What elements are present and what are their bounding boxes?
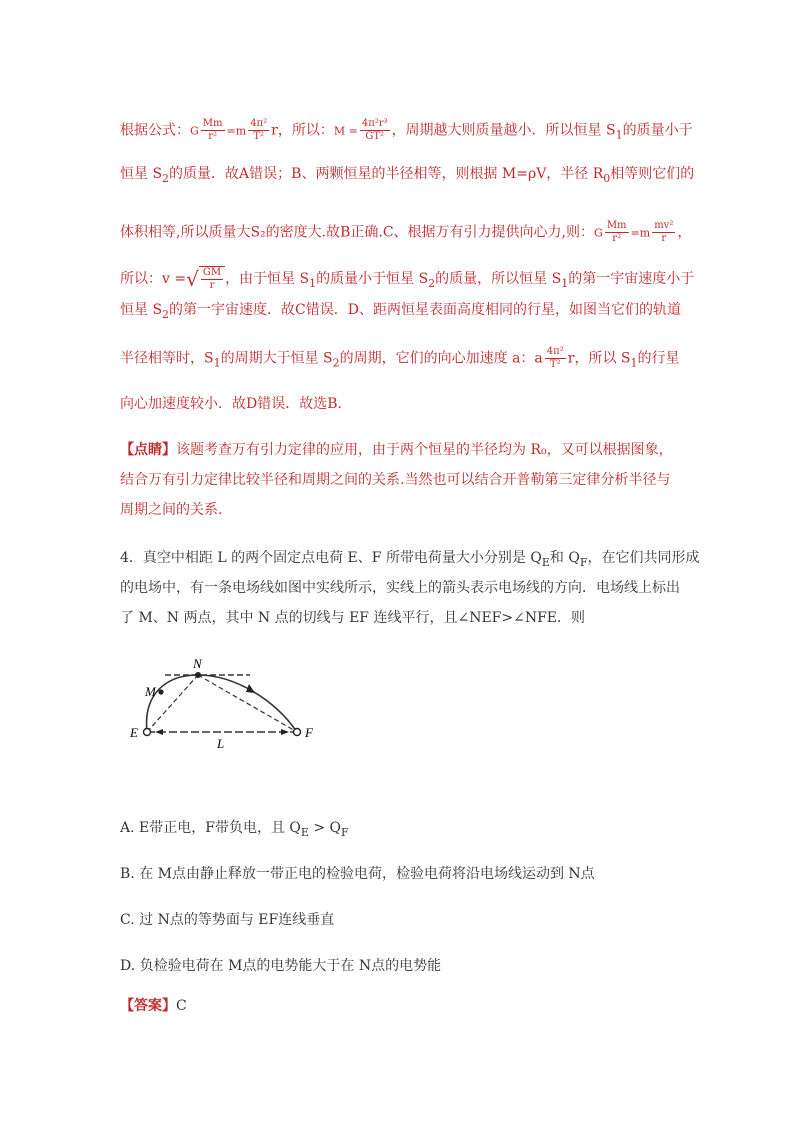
solution-line-1: 根据公式：G $\frac{Mm}{\text{r²}}$ =m $\frac{\text{4π²}}{\text{T²}}$ r，所以：M = $\frac{\text{4π²r³}}{\text{GT²}}$ ，周期越大则质量越小．所以恒星 $S_1$的质量小于 <box>120 118 693 142</box>
solution-line-4: 所以：v =√ $\frac{GM}{r}$ ，由于恒星 $S_1$的质量小于恒星 $S_2$的质量，所以恒星 $S_1$的第一宇宙速度小于 <box>120 267 695 291</box>
option-b: B. 在 M点由静止释放一带正电的检验电荷，检验电荷将沿电场线运动到 N点 <box>120 866 595 882</box>
solution-line-2: 恒星 $S_2$的质量．故A错误；B、两颗恒星的半径相等，则根据 M=ρV，半径 $R_0$相等则它们的 <box>120 166 695 185</box>
charge-e <box>144 729 151 736</box>
dashed-nf <box>198 675 297 732</box>
solution-line-3: 体积相等,所以质量大S₂的密度大.故B正确.C、根据万有引力提供向心力,则：G $\frac{Mm}{\text{r²}}$ =m $\frac{\text{mv²}}{r}$ ， <box>120 220 692 244</box>
field-line <box>147 675 297 732</box>
answer-value: C <box>176 998 187 1014</box>
option-c: C. 过 N点的等势面与 EF连线垂直 <box>120 912 335 928</box>
solution-line-5: 恒星 $S_2$的第一宇宙速度．故C错误．D、距两恒星表面高度相同的行星，如图当它们的轨道 <box>120 302 681 321</box>
option-d: D. 负检验电荷在 M点的电势能大于在 N点的电势能 <box>120 958 442 974</box>
comment-line-1: 【点睛】该题考查万有引力定律的应用，由于两个恒星的半径均为 R₀，又可以根据图象， <box>120 442 673 458</box>
label-l: L <box>217 736 225 750</box>
label-n: N <box>193 656 202 671</box>
solution-line-6: 半径相等时，$S_1$的周期大于恒星 $S_2$的周期，它们的向心加速度 a：a $\frac{\text{4π²}}{\text{T²}}$ r，所以 $S_1$的行星 <box>120 346 680 370</box>
label-m: M <box>145 684 156 699</box>
electric-field-diagram <box>125 650 325 750</box>
label-e: E <box>130 725 138 740</box>
charge-f <box>294 729 301 736</box>
label-f: F <box>305 725 313 740</box>
solution-line-7: 向心加速度较小．故D错误．故选B. <box>120 396 342 412</box>
comment-tag: 【点睛】 <box>120 442 176 458</box>
arrow-icon <box>246 684 255 693</box>
comment-line-3: 周期之间的关系. <box>120 502 223 518</box>
answer-tag: 【答案】 <box>120 998 176 1014</box>
option-a: A. E带正电，F带负电，且 $Q_E > Q_F$ <box>120 820 349 839</box>
question-4-line-1: 4．真空中相距 L 的两个固定点电荷 E、F 所带电荷量大小分别是 $Q_E$和 $Q_F$，在它们共同形成 <box>120 550 700 569</box>
left-arrow-icon <box>155 729 163 735</box>
comment-line-2: 结合万有引力定律比较半径和周期之间的关系.当然也可以结合开普勒第三定律分析半径与 <box>120 472 671 488</box>
right-arrow-icon <box>281 729 289 735</box>
answer-line <box>120 996 187 1016</box>
point-m <box>158 689 163 694</box>
question-4-line-2: 的电场中，有一条电场线如图中实线所示，实线上的箭头表示电场线的方向．电场线上标出 <box>120 580 680 596</box>
point-n <box>195 672 201 678</box>
question-4-line-3: 了 M、N 两点，其中 N 点的切线与 EF 连线平行，且∠NEF>∠NFE．则 <box>120 610 586 626</box>
